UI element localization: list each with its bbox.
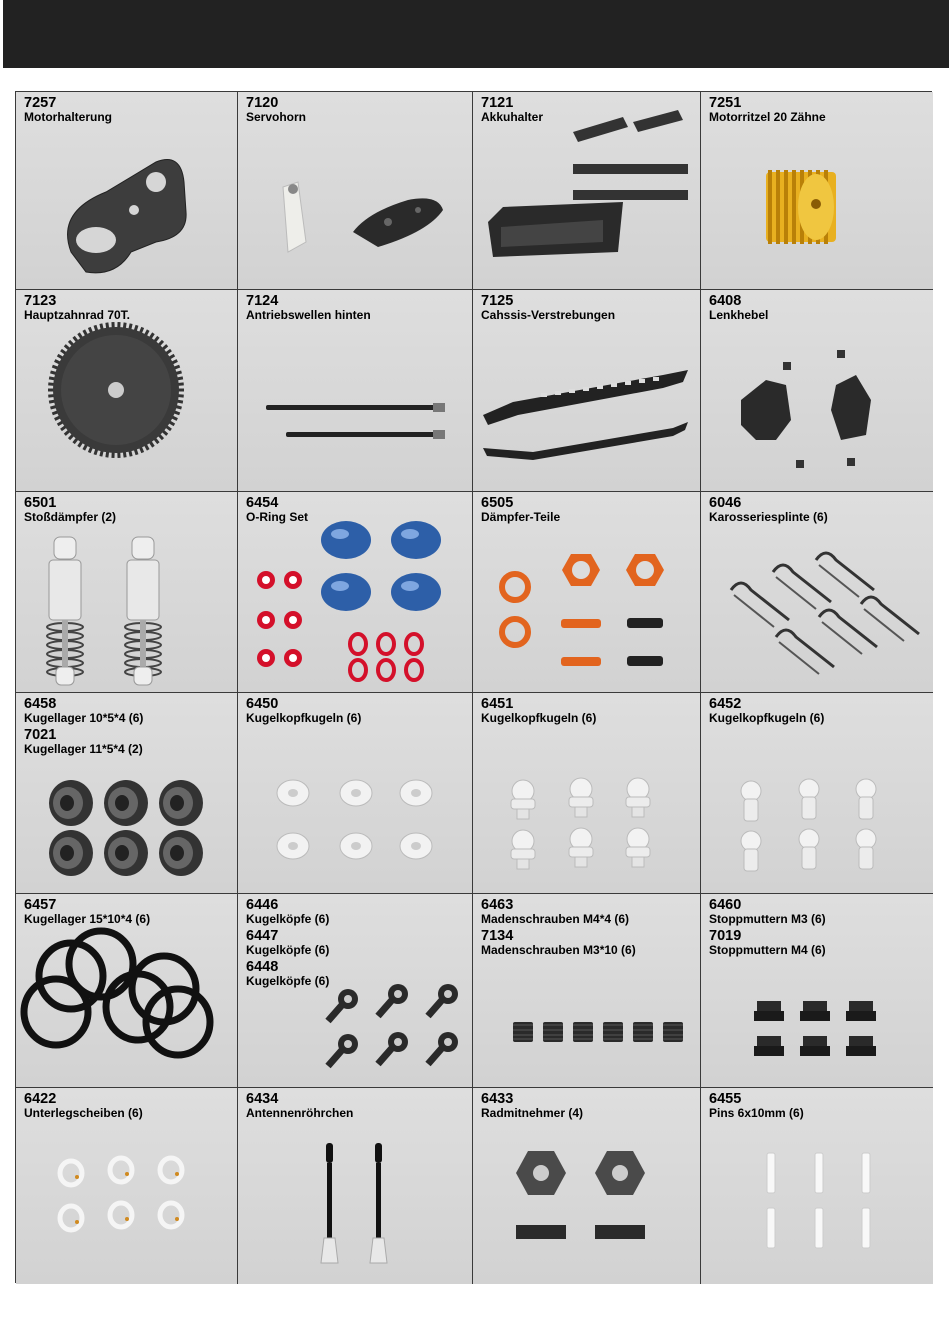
part-name: Karosseriesplinte (6) [709,510,828,525]
part-cell [16,1088,238,1284]
part-cell [701,92,933,290]
part-name: Kugelköpfe (6) [246,912,330,927]
part-label [481,496,560,527]
part-number: 6460 [709,897,742,913]
part-label [246,898,329,990]
part-name: Dämpfer-Teile [481,510,561,525]
part-label [24,96,112,127]
part-number: 7019 [709,927,742,944]
part-number: 7134 [481,927,514,944]
part-name: Kugellager 15*10*4 (6) [24,912,151,927]
part-name: Lenkhebel [709,308,769,323]
part-cell [473,92,701,290]
part-number: 6458 [24,696,57,712]
part-name: O-Ring Set [246,510,308,525]
part-number: 6448 [246,958,279,975]
part-label [709,898,826,960]
part-number: 6454 [246,495,279,511]
part-cell [238,1088,473,1284]
part-cell [701,693,933,894]
part-name: Kugelkopfkugeln (6) [246,711,362,726]
part-number: 6433 [481,1091,514,1107]
part-cell [473,492,701,693]
part-cell [701,894,933,1088]
part-number: 6457 [24,897,57,913]
part-label [24,294,130,325]
part-number: 6408 [709,293,742,309]
part-number: 7125 [481,293,514,309]
part-label [246,496,308,527]
part-label [24,697,143,759]
part-name: Stoßdämpfer (2) [24,510,117,525]
part-cell [473,693,701,894]
part-number: 7251 [709,95,742,111]
part-label [481,898,636,960]
part-label [709,496,828,527]
part-number: 7257 [24,95,57,111]
part-name: Motorritzel 20 Zähne [709,110,826,125]
part-number: 6451 [481,696,514,712]
part-name: Motorhalterung [24,110,112,125]
part-label [709,1092,804,1123]
part-label [481,96,543,127]
part-label [246,96,306,127]
part-number: 7021 [24,726,57,743]
part-number: 6447 [246,927,279,944]
part-name: Kugellager 11*5*4 (2) [24,742,143,757]
part-name: Kugelköpfe (6) [246,943,330,958]
part-label [709,96,826,127]
part-label [24,898,150,929]
part-name: Stoppmuttern M3 (6) [709,912,826,927]
parts-grid [15,91,932,1283]
part-label [481,697,596,728]
part-cell [238,290,473,492]
part-cell [16,693,238,894]
part-number: 6455 [709,1091,742,1107]
part-name: Unterlegscheiben (6) [24,1106,143,1121]
part-cell [701,290,933,492]
part-number: 7123 [24,293,57,309]
part-cell [238,693,473,894]
header-bar [3,0,949,68]
part-cell [238,92,473,290]
part-number: 6501 [24,495,57,511]
part-name: Kugelkopfkugeln (6) [709,711,825,726]
part-number: 6452 [709,696,742,712]
part-label [24,1092,143,1123]
part-label [246,697,361,728]
part-number: 6046 [709,495,742,511]
part-label [709,294,768,325]
part-name: Stoppmuttern M4 (6) [709,943,826,958]
part-number: 6446 [246,897,279,913]
part-number: 6434 [246,1091,279,1107]
part-cell [16,894,238,1088]
part-number: 7120 [246,95,279,111]
part-name: Radmitnehmer (4) [481,1106,584,1121]
part-label [709,697,824,728]
part-number: 6505 [481,495,514,511]
part-cell [701,492,933,693]
part-name: Servohorn [246,110,307,125]
part-cell [701,1088,933,1284]
part-label [246,1092,353,1123]
part-cell [238,894,473,1088]
part-cell [473,894,701,1088]
part-name: Pins 6x10mm (6) [709,1106,804,1121]
part-number: 7124 [246,293,279,309]
part-cell [473,290,701,492]
part-number: 6463 [481,897,514,913]
part-cell [16,290,238,492]
part-cell [16,492,238,693]
part-name: Cahssis-Verstrebungen [481,308,616,323]
part-cell [238,492,473,693]
part-name: Kugellager 10*5*4 (6) [24,711,144,726]
part-number: 7121 [481,95,514,111]
part-label [246,294,371,325]
part-name: Kugelköpfe (6) [246,973,330,988]
part-name: Antriebswellen hinten [246,308,371,323]
part-name: Madenschrauben M3*10 (6) [481,943,636,958]
part-name: Akkuhalter [481,110,544,125]
part-label [481,294,615,325]
part-name: Hauptzahnrad 70T. [24,308,131,323]
part-cell [16,92,238,290]
part-label [481,1092,583,1123]
part-cell [473,1088,701,1284]
part-name: Antennenröhrchen [246,1106,354,1121]
part-number: 6450 [246,696,279,712]
part-number: 6422 [24,1091,57,1107]
part-name: Madenschrauben M4*4 (6) [481,912,630,927]
part-label [24,496,116,527]
part-name: Kugelkopfkugeln (6) [481,711,597,726]
